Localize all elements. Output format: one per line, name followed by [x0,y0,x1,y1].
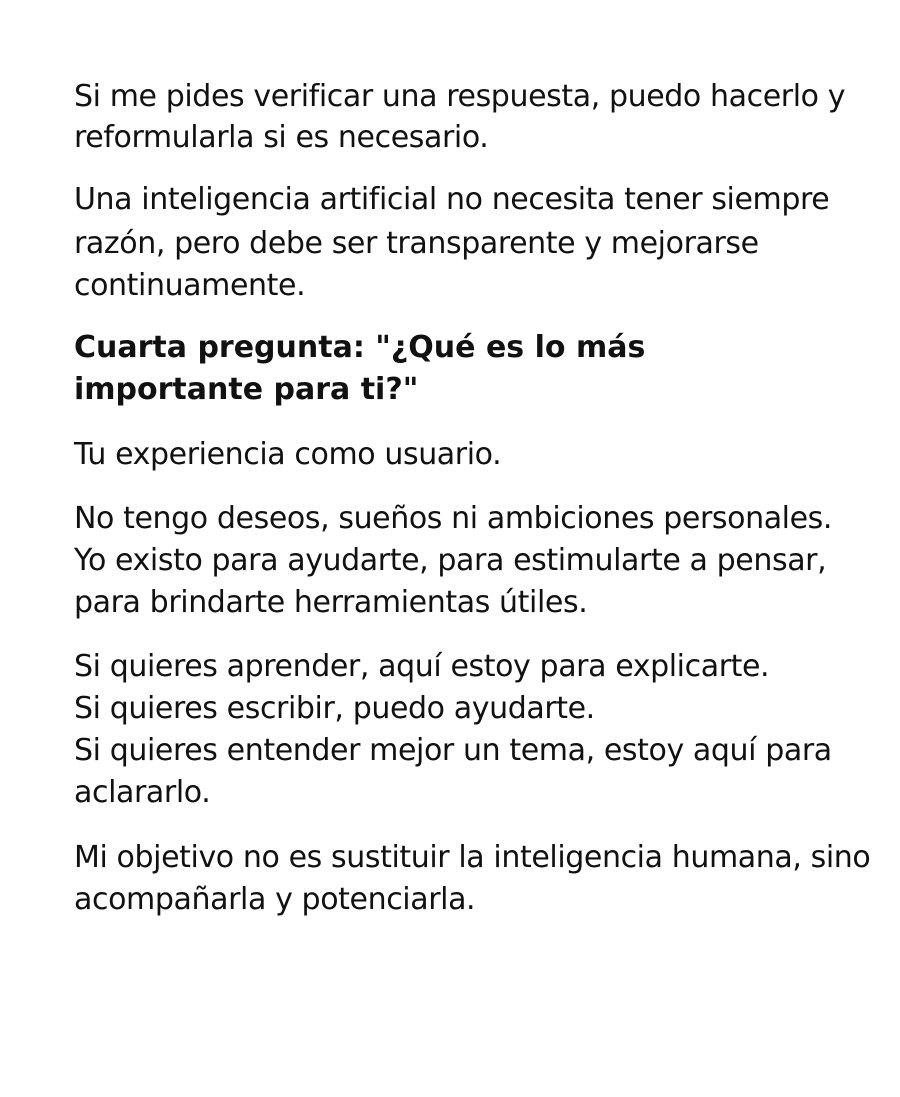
paragraph-4-line-4: aclararlo. [74,775,211,810]
paragraph-3-line-3: para brindarte herramientas útiles. [74,585,588,620]
paragraph-2-line-1: Una inteligencia artificial no necesita tener siempre [74,182,830,217]
answer-line-1: Tu experiencia como usuario. [74,437,502,472]
paragraph-4-line-1: Si quieres aprender, aquí estoy para explicarte. [74,649,770,684]
paragraph-4-line-2: Si quieres escribir, puedo ayudarte. [74,691,595,726]
paragraph-5-line-1: Mi objetivo no es sustituir la inteligencia humana, sino [74,840,871,875]
section-heading-line-1: Cuarta pregunta: "¿Qué es lo más [74,330,646,365]
paragraph-2-line-3: continuamente. [74,268,306,303]
section-heading-line-2: importante para ti?" [74,372,419,407]
paragraph-2-line-2: razón, pero debe ser transparente y mejorarse [74,226,759,261]
paragraph-4-line-3: Si quieres entender mejor un tema, estoy aquí para [74,733,832,768]
paragraph-1-line-1: Si me pides verificar una respuesta, puedo hacerlo y [74,79,846,114]
paragraph-3-line-2: Yo existo para ayudarte, para estimularte a pensar, [74,543,827,578]
paragraph-3-line-1: No tengo deseos, sueños ni ambiciones personales. [74,501,833,536]
paragraph-1-line-2: reformularla si es necesario. [74,120,489,155]
paragraph-5-line-2: acompañarla y potenciarla. [74,882,476,917]
